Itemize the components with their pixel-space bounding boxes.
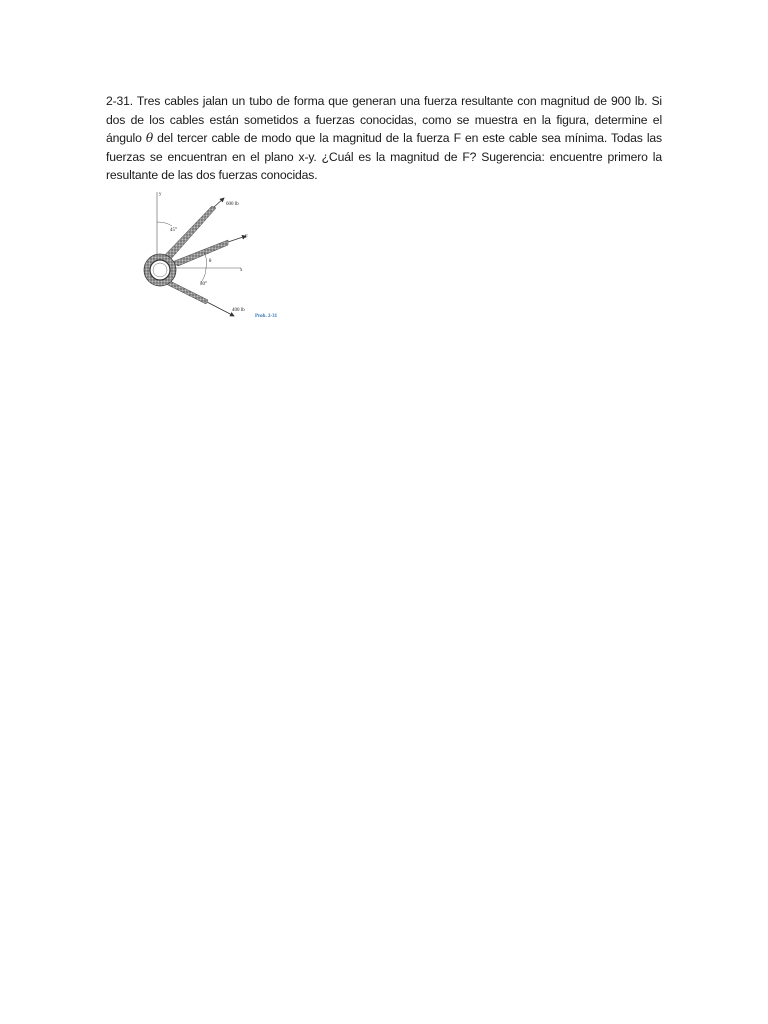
- force-400-label: 400 lb: [232, 308, 245, 313]
- force-600-arrow: [214, 198, 224, 207]
- force-f-arrow: [228, 236, 246, 242]
- problem-figure: [120, 186, 286, 326]
- angle-45-label: 45°: [170, 228, 177, 233]
- angle-45-arc: [157, 222, 172, 226]
- problem-text-part1: 2-31. Tres cables jalan un tubo de forma que generan una fuerza resultante con magnitud de 900 lb. Si dos de los cables están sometidos a fuerzas conocidas, como se muestra en la figura, determine el ángulo: [106, 94, 662, 146]
- angle-30-label: 30°: [200, 282, 207, 287]
- x-axis-label: x: [240, 268, 243, 273]
- y-axis-label: y: [159, 192, 162, 197]
- problem-statement: [106, 92, 662, 185]
- force-f-label: F: [245, 235, 248, 240]
- figure-caption: Prob. 2-31: [255, 314, 278, 319]
- force-600-label: 600 lb: [226, 202, 239, 207]
- figure-diagram: [120, 186, 286, 326]
- theta-symbol: θ: [145, 131, 154, 146]
- angle-theta-label: θ: [209, 259, 212, 264]
- force-400-arrow: [207, 302, 234, 316]
- problem-text-part2: del tercer cable de modo que la magnitud de la fuerza F en este cable sea mínima. Todas las fuerzas se encuentran en el plano x-y. ¿Cuál es la magnitud de F? Sugerencia: encuentre primero la resultante de las dos fuerzas conocidas.: [106, 131, 662, 183]
